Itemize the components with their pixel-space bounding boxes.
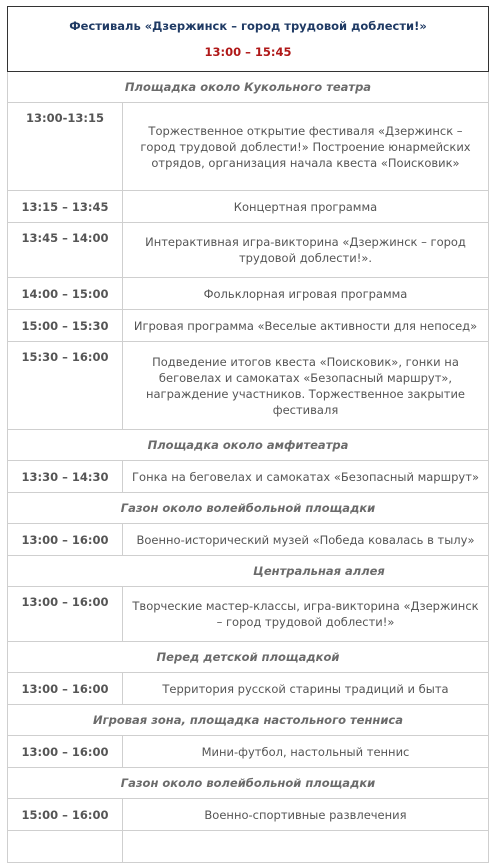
festival-title: Фестиваль «Дзержинск – город трудовой доблести!» [69,19,427,33]
section-title: Перед детской площадкой [8,642,489,673]
event-description: Фольклорная игровая программа [123,278,489,310]
event-description: Подведение итогов квеста «Поисковик», гонки на беговелах и самокатах «Безопасный маршрут», награждение участников. Торжественное закрытие фестиваля [123,342,489,430]
event-time: 13:15 – 13:45 [8,191,123,223]
event-time: 14:00 – 15:00 [8,278,123,310]
event-time: 13:00 – 16:00 [8,736,123,768]
table-row [8,191,489,223]
table-row [8,342,489,430]
event-time: 13:00 – 16:00 [8,587,123,642]
festival-schedule-table [7,6,489,863]
event-description: Военно-исторический музей «Победа ковалась в тылу» [123,524,489,556]
event-time: 15:00 – 16:00 [8,799,123,831]
section-title: Игровая зона, площадка настольного тенниса [8,705,489,736]
section-row [8,493,489,524]
event-description: Мини-футбол, настольный теннис [123,736,489,768]
event-description-empty [123,831,489,863]
event-time: 15:30 – 16:00 [8,342,123,430]
event-description: Творческие мастер-классы, игра-викторина «Дзержинск – город трудовой доблести!» [123,587,489,642]
event-time: 15:00 – 15:30 [8,310,123,342]
event-time: 13:45 – 14:00 [8,223,123,278]
section-row [8,768,489,799]
event-description: Территория русской старины традиций и быта [123,673,489,705]
event-time-empty [8,831,123,863]
table-row [8,278,489,310]
table-row [8,103,489,191]
table-row [8,524,489,556]
section-row [8,430,489,461]
table-row [8,461,489,493]
event-description: Гонка на беговелах и самокатах «Безопасный маршрут» [123,461,489,493]
section-title: Газон около волейбольной площадки [8,768,489,799]
event-time: 13:00 – 16:00 [8,524,123,556]
section-title: Газон около волейбольной площадки [8,493,489,524]
section-title: Площадка около Кукольного театра [8,72,489,103]
section-row [8,705,489,736]
event-description: Концертная программа [123,191,489,223]
table-row [8,673,489,705]
event-time: 13:00 – 16:00 [8,673,123,705]
table-row [8,587,489,642]
table-row [8,223,489,278]
event-time: 13:00-13:15 [8,103,123,191]
table-row-empty [8,831,489,863]
event-description: Игровая программа «Веселые активности для непосед» [123,310,489,342]
festival-time: 13:00 – 15:45 [204,45,292,59]
event-description: Военно-спортивные развлечения [123,799,489,831]
schedule-header-cell [8,7,489,72]
event-description: Интерактивная игра-викторина «Дзержинск – город трудовой доблести!». [123,223,489,278]
section-title: Центральная аллея [8,556,489,587]
table-row [8,799,489,831]
section-row [8,556,489,587]
table-row [8,736,489,768]
section-title: Площадка около амфитеатра [8,430,489,461]
schedule-header-row [8,7,489,72]
event-time: 13:30 – 14:30 [8,461,123,493]
event-description: Торжественное открытие фестиваля «Дзержинск – город трудовой доблести!» Построение юнармейских отрядов, организация начала квеста «Поисковик» [123,103,489,191]
table-row [8,310,489,342]
section-row [8,642,489,673]
section-row [8,72,489,103]
